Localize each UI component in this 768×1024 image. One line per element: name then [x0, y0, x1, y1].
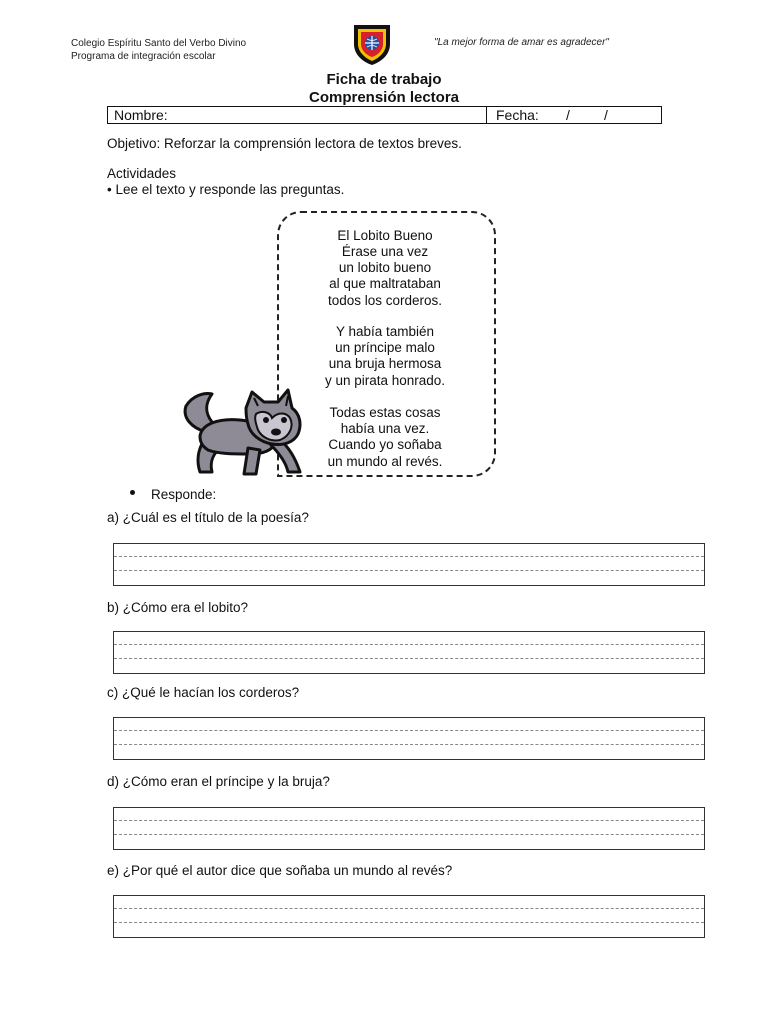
- writing-line: [114, 658, 704, 659]
- date-separator-1: /: [566, 107, 570, 123]
- worksheet-subtitle: Comprensión lectora: [308, 89, 460, 106]
- poem-line: al que maltrataban: [329, 276, 441, 292]
- poem-stanza-1: [280, 244, 490, 309]
- question-d: d) ¿Cómo eran el príncipe y la bruja?: [107, 774, 330, 789]
- school-crest-logo: [351, 22, 393, 66]
- writing-line: [114, 834, 704, 835]
- answer-box-c[interactable]: [113, 717, 705, 760]
- poem-line: una bruja hermosa: [328, 356, 442, 372]
- activities-heading: Actividades: [107, 166, 177, 181]
- question-a: a) ¿Cuál es el título de la poesía?: [107, 510, 309, 525]
- school-program-line: Programa de integración escolar: [71, 51, 216, 62]
- poem-line: un mundo al revés.: [327, 453, 443, 469]
- poem-line: había una vez.: [340, 421, 430, 437]
- question-c: c) ¿Qué le hacían los corderos?: [107, 685, 300, 700]
- objective-text: Objetivo: Reforzar la comprensión lectora de textos breves.: [107, 136, 462, 151]
- name-label: Nombre:: [114, 107, 168, 123]
- answer-box-d[interactable]: [113, 807, 705, 850]
- answer-box-e[interactable]: [113, 895, 705, 938]
- writing-line: [114, 730, 704, 731]
- name-date-divider: [486, 107, 487, 123]
- writing-line: [114, 570, 704, 571]
- name-field[interactable]: [168, 107, 482, 123]
- poem-stanza-2: [280, 324, 490, 389]
- poem-line: un lobito bueno: [338, 260, 432, 276]
- poem-line: Érase una vez: [341, 244, 429, 259]
- writing-line: [114, 556, 704, 557]
- activities-instruction: • Lee el texto y responde las preguntas.: [107, 182, 345, 197]
- poem-line: Y había también: [335, 324, 435, 339]
- worksheet-title: Ficha de trabajo: [326, 71, 442, 88]
- writing-line: [114, 744, 704, 745]
- writing-line: [114, 908, 704, 909]
- poem-title: El Lobito Bueno: [337, 228, 433, 243]
- answer-box-a[interactable]: [113, 543, 705, 586]
- wolf-illustration: [178, 388, 308, 480]
- poem-stanza-3: [280, 405, 490, 470]
- date-separator-2: /: [604, 107, 608, 123]
- respond-label: Responde:: [151, 487, 217, 502]
- poem-line: Cuando yo soñaba: [328, 437, 442, 453]
- poem-line: un príncipe malo: [335, 340, 435, 356]
- poem-line: y un pirata honrado.: [324, 372, 446, 388]
- respond-bullet: [130, 490, 135, 495]
- school-name-line1: Colegio Espíritu Santo del Verbo Divino: [71, 38, 247, 49]
- poem-line: todos los corderos.: [327, 292, 443, 308]
- writing-line: [114, 820, 704, 821]
- writing-line: [114, 644, 704, 645]
- poem-line: Todas estas cosas: [329, 405, 441, 420]
- date-label: Fecha:: [496, 107, 539, 123]
- question-b: b) ¿Cómo era el lobito?: [107, 600, 249, 615]
- answer-box-b[interactable]: [113, 631, 705, 674]
- writing-line: [114, 922, 704, 923]
- question-e: e) ¿Por qué el autor dice que soñaba un mundo al revés?: [107, 863, 453, 878]
- school-motto: "La mejor forma de amar es agradecer": [434, 37, 609, 48]
- school-name: [71, 37, 246, 63]
- name-date-row: [107, 106, 662, 124]
